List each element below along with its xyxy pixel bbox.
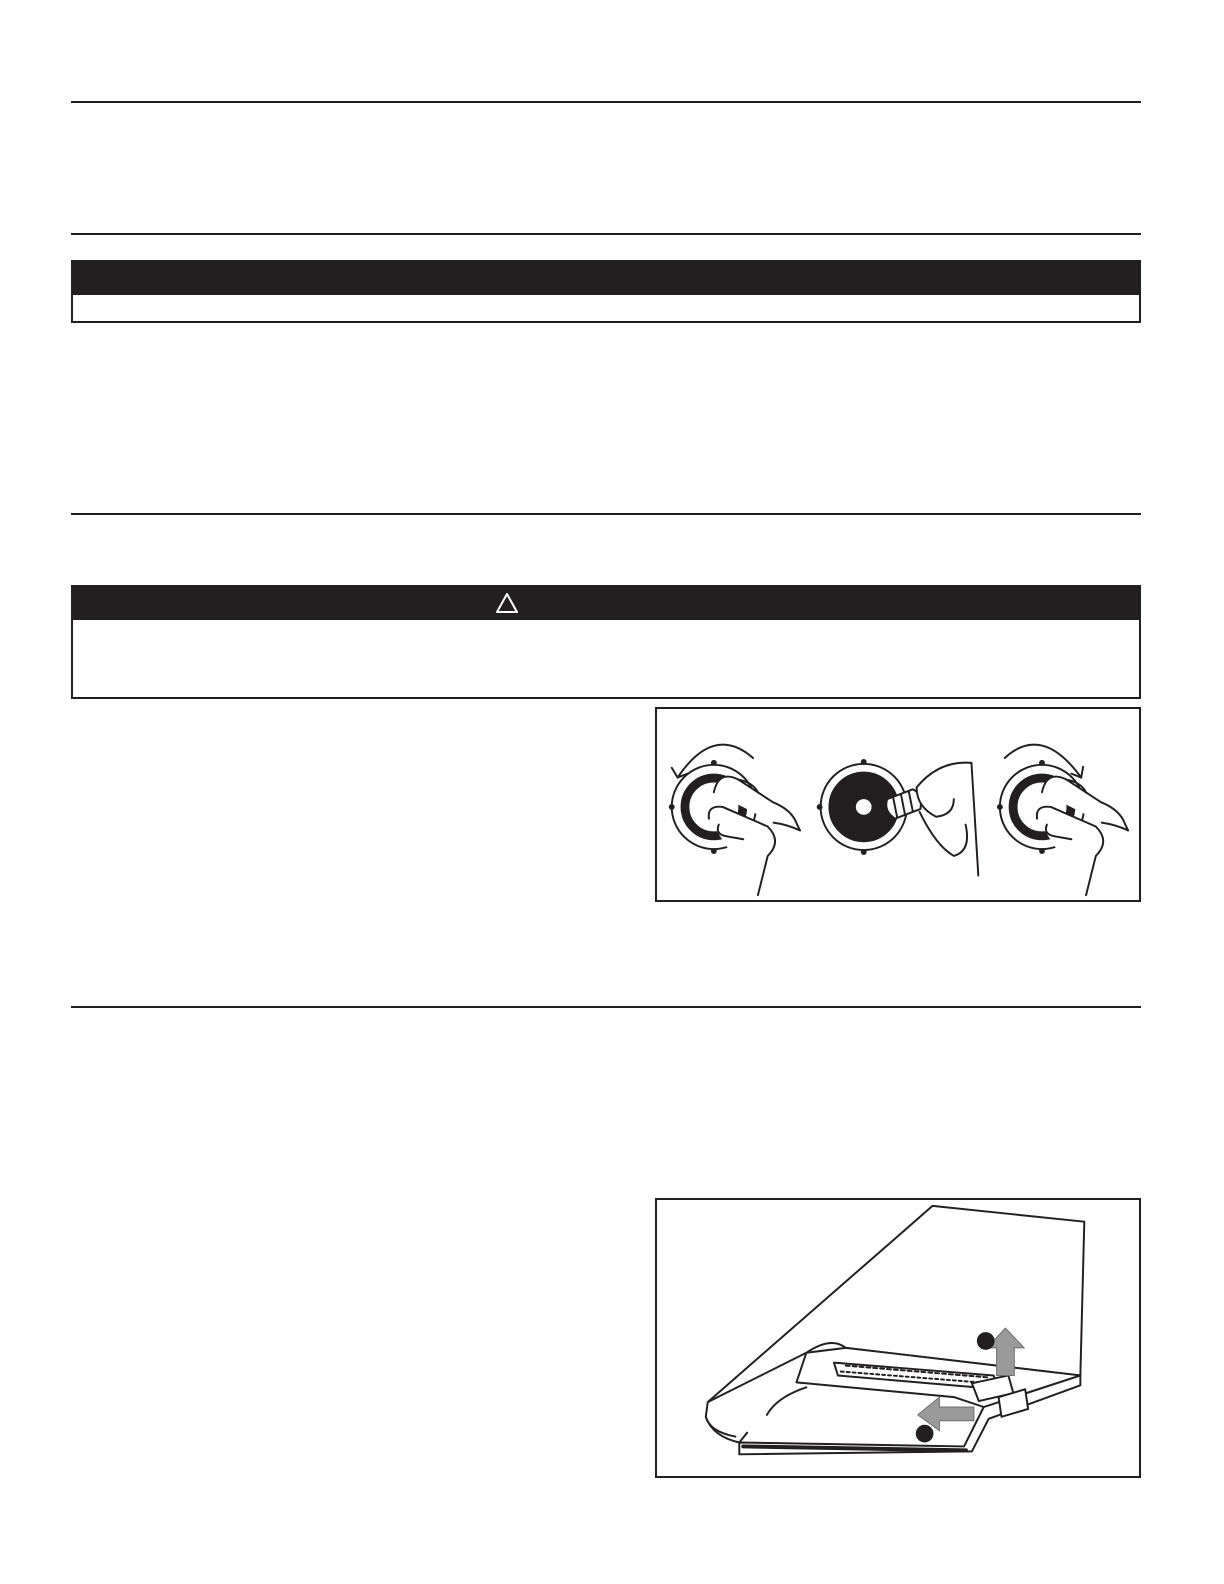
- hood-filter-figure: [655, 1198, 1141, 1478]
- warning-header-bar: [73, 587, 1139, 620]
- section-divider: [71, 513, 1141, 515]
- knob-turn-left-illustration: [670, 745, 800, 895]
- warning-box: [71, 585, 1141, 699]
- notice-header-bar: [73, 262, 1139, 295]
- callout-marker-2: [916, 1425, 934, 1443]
- top-rule: [71, 101, 1141, 103]
- section-divider: [71, 1006, 1141, 1008]
- bulb-replacement-illustration: [818, 760, 979, 876]
- section-divider: [71, 233, 1141, 235]
- range-hood-illustration: [706, 1206, 1085, 1454]
- callout-marker-1: [977, 1332, 995, 1350]
- knob-bulb-figure: [655, 707, 1141, 902]
- warning-triangle-icon: [495, 592, 519, 614]
- notice-box: [71, 260, 1141, 323]
- knob-turn-right-illustration: [998, 745, 1128, 895]
